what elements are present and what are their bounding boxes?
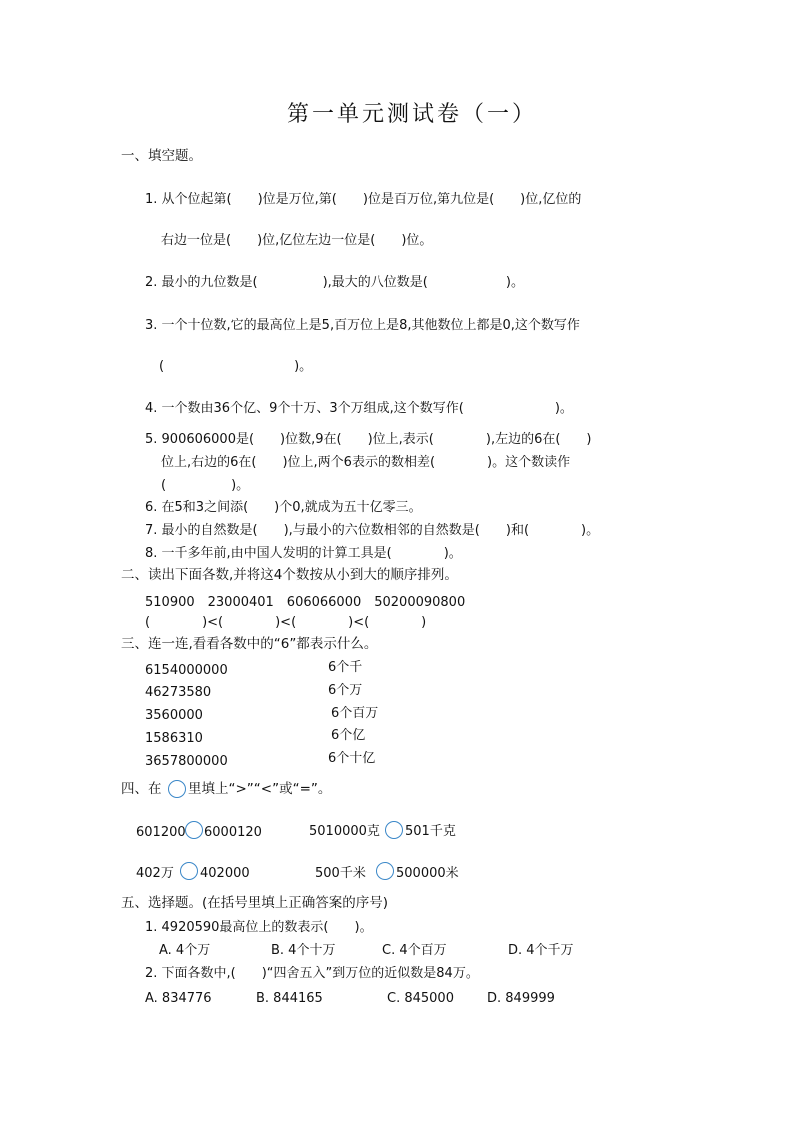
match-left-item: 46273580 (145, 685, 212, 700)
match-left-item: 1586310 (145, 731, 203, 746)
section-1-heading: 一、填空题。 (121, 148, 202, 164)
answer-circle[interactable] (376, 862, 394, 880)
match-right-item: 6个亿 (331, 728, 366, 743)
compare-left: 5010000克 (309, 824, 380, 839)
question-5-line-3: ( )。 (161, 478, 250, 493)
question-1-line-2: 右边一位是( )位,亿位左边一位是( )位。 (161, 233, 433, 248)
answer-circle[interactable] (185, 821, 203, 839)
section-2-numbers: 510900 23000401 606066000 50200090800 (145, 595, 466, 610)
option-d: D. 4个千万 (508, 943, 574, 958)
question-8: 8. 一千多年前,由中国人发明的计算工具是( )。 (145, 546, 462, 561)
match-right-item: 6个百万 (331, 706, 379, 721)
match-left-item: 3560000 (145, 708, 203, 723)
answer-circle[interactable] (168, 780, 186, 798)
match-right-item: 6个十亿 (328, 751, 376, 766)
choice-question-1: 1. 4920590最高位上的数表示( )。 (145, 920, 373, 935)
question-5-line-2: 位上,右边的6在( )位上,两个6表示的数相差( )。这个数读作 (161, 455, 571, 470)
compare-left: 601200 (136, 825, 186, 840)
compare-left: 500千米 (315, 866, 366, 881)
section-3-heading: 三、连一连,看看各数中的“6”都表示什么。 (121, 636, 378, 652)
question-6: 6. 在5和3之间添( )个0,就成为五十亿零三。 (145, 500, 422, 515)
choice-question-2: 2. 下面各数中,( )“四舍五入”到万位的近似数是84万。 (145, 966, 479, 981)
question-3-line-2: ( )。 (159, 359, 313, 374)
match-left-item: 3657800000 (145, 754, 228, 769)
compare-right: 500000米 (396, 866, 459, 881)
option-a: A. 834776 (145, 991, 212, 1006)
section-2-heading: 二、读出下面各数,并将这4个数按从小到大的顺序排列。 (121, 567, 458, 583)
question-4: 4. 一个数由36个亿、9个十万、3个万组成,这个数写作( )。 (145, 401, 573, 416)
question-3-line-1: 3. 一个十位数,它的最高位上是5,百万位上是8,其他数位上都是0,这个数写作 (145, 318, 580, 333)
section-5-heading: 五、选择题。(在括号里填上正确答案的序号) (121, 895, 389, 911)
answer-circle[interactable] (180, 862, 198, 880)
question-5-line-1: 5. 900606000是( )位数,9在( )位上,表示( ),左边的6在( ) (145, 432, 592, 447)
option-d: D. 849999 (487, 991, 555, 1006)
compare-left: 402万 (136, 866, 174, 881)
section-2-blanks: ( )<( )<( )<( ) (145, 615, 427, 630)
compare-right: 501千克 (405, 824, 456, 839)
option-c: C. 845000 (387, 991, 454, 1006)
option-c: C. 4个百万 (382, 943, 447, 958)
compare-right: 6000120 (204, 825, 262, 840)
match-right-item: 6个千 (328, 660, 363, 675)
answer-circle[interactable] (385, 821, 403, 839)
option-b: B. 844165 (256, 991, 323, 1006)
question-2: 2. 最小的九位数是( ),最大的八位数是( )。 (145, 275, 524, 290)
section-4-heading-b: 里填上“>”“<”或“=”。 (188, 781, 332, 797)
option-a: A. 4个万 (159, 943, 211, 958)
section-4-heading-a: 四、在 (121, 781, 162, 797)
page-title: 第一单元测试卷（一） (287, 102, 538, 127)
compare-right: 402000 (200, 866, 250, 881)
option-b: B. 4个十万 (271, 943, 336, 958)
question-7: 7. 最小的自然数是( ),与最小的六位数相邻的自然数是( )和( )。 (145, 523, 600, 538)
match-left-item: 6154000000 (145, 663, 228, 678)
match-right-item: 6个万 (328, 683, 363, 698)
question-1-line-1: 1. 从个位起第( )位是万位,第( )位是百万位,第九位是( )位,亿位的 (145, 192, 582, 207)
